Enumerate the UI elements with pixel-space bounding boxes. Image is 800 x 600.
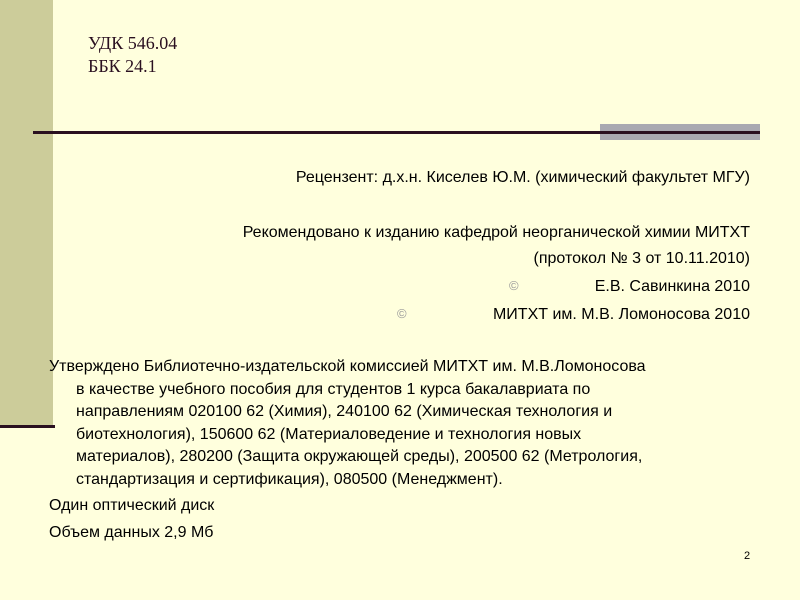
approval-first-line: Утверждено Библиотечно-издательской комиссией МИТХТ им. М.В.Ломоносова [49,358,646,375]
copyright-icon: © [397,306,407,321]
copyright-author: Е.В. Савинкина 2010 [594,278,750,295]
approval-line: биотехнология), 150600 62 (Материаловедение и технология новых [76,425,582,443]
approval-line: направлениям 020100 62 (Химия), 240100 62 (Химическая технология и [76,403,613,420]
sidebar-decoration [0,0,53,425]
copyright-icon: © [509,278,519,293]
udk-code: УДК 546.04 [88,33,178,53]
approval-line: в качестве учебного пособия для студентов 1 курса бакалавриата по [76,380,591,398]
classification-block [88,32,177,78]
approval-line: материалов), 280200 (Защита окружающей среды), 200500 62 (Метрология, [76,448,643,465]
approval-text [49,356,769,544]
recommended-line: Рекомендовано к изданию кафедрой неорганической химии МИТХТ [242,224,750,241]
bbk-code: ББК 24.1 [88,56,157,76]
copyright-org: МИТХТ им. М.В. Ломоносова 2010 [492,306,750,323]
volume-info: Объем данных 2,9 Мб [49,523,214,541]
page-number: 2 [744,550,751,562]
approval-line: стандартизация и сертификация), 080500 (Менеджмент). [76,470,503,488]
protocol-line: (протокол № 3 от 10.11.2010) [533,250,750,267]
title-divider [33,131,760,134]
disk-info: Один оптический диск [49,497,215,514]
sidebar-underline [0,425,55,428]
reviewer-line: Рецензент: д.х.н. Киселев Ю.М. (химический факультет МГУ) [295,169,750,186]
